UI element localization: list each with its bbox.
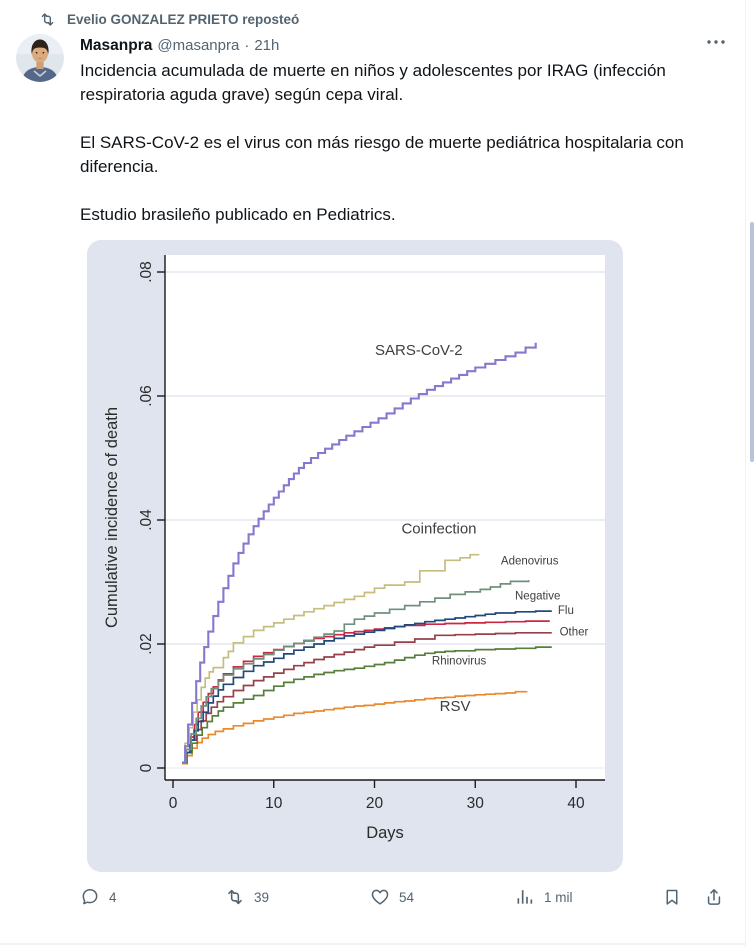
avatar-column	[16, 34, 64, 907]
y-tick-label: .06	[138, 385, 155, 407]
cumulative-incidence-chart	[87, 240, 623, 872]
series-label-sars-cov-2: SARS-CoV-2	[375, 342, 463, 360]
tweet-text	[80, 59, 718, 227]
series-label-flu: Flu	[557, 605, 574, 618]
tweet-head-row	[16, 34, 738, 907]
tweet-paragraph: El SARS-CoV-2 es el virus con más riesgo de muerte pediátrica hospitalaria con diferencia.	[80, 133, 684, 176]
repost-header[interactable]	[39, 9, 738, 29]
bookmark-icon[interactable]	[662, 887, 682, 907]
author-handle[interactable]: @masanpra	[157, 37, 240, 54]
tweet-name-row	[80, 34, 738, 56]
scrollbar-thumb[interactable]	[750, 222, 754, 462]
heart-icon	[370, 887, 390, 907]
repost-count: 39	[254, 889, 270, 905]
tweet-divider	[0, 943, 745, 945]
like-button[interactable]	[370, 887, 515, 907]
y-axis-title: Cumulative incidence of death	[103, 406, 121, 629]
plot-area	[165, 255, 605, 780]
timestamp[interactable]: 21h	[254, 37, 280, 54]
repost-icon	[225, 887, 245, 907]
tweet-paragraph: Incidencia acumulada de muerte en niños y adolescentes por IRAG (infección respiratoria aguda grave) según cepa viral.	[80, 61, 666, 104]
views-button[interactable]	[515, 887, 660, 907]
repost-button[interactable]	[225, 887, 370, 907]
series-label-coinfection: Coinfection	[401, 520, 477, 538]
series-label-adenovirus: Adenovirus	[500, 555, 559, 568]
views-count: 1 mil	[544, 889, 573, 905]
share-icon[interactable]	[704, 887, 724, 907]
timeline-column-border	[745, 0, 746, 948]
x-axis-title: Days	[366, 824, 404, 842]
y-tick-label: .04	[138, 509, 155, 531]
series-label-rsv: RSV	[439, 698, 471, 715]
meta-separator: ·	[244, 37, 250, 54]
y-tick-label: .02	[138, 633, 155, 655]
series-label-other: Other	[559, 626, 589, 639]
x-tick-label: 0	[168, 795, 178, 812]
y-tick-label: .08	[138, 261, 155, 283]
reply-icon	[80, 887, 100, 907]
repost-header-text: Evelio GONZALEZ PRIETO reposteó	[67, 11, 300, 27]
action-bar-right	[662, 887, 730, 907]
views-bar-chart-icon	[515, 887, 535, 907]
tweet-content-column	[80, 34, 738, 907]
like-count: 54	[399, 889, 415, 905]
reply-count: 4	[109, 889, 117, 905]
tweet-paragraph: Estudio brasileño publicado en Pediatrics.	[80, 205, 396, 224]
x-tick-label: 10	[265, 795, 283, 812]
chart-image[interactable]	[87, 240, 623, 872]
reply-button[interactable]	[80, 887, 225, 907]
x-tick-label: 40	[567, 795, 585, 812]
series-label-rhinovirus: Rhinovirus	[431, 655, 487, 668]
x-tick-label: 20	[365, 795, 384, 812]
author-name[interactable]: Masanpra	[80, 37, 153, 54]
avatar[interactable]	[16, 34, 64, 82]
tweet-action-bar	[80, 887, 730, 907]
x-tick-label: 30	[466, 795, 484, 812]
y-tick-label: 0	[138, 763, 155, 773]
ellipsis-icon	[706, 34, 726, 50]
repost-icon	[39, 11, 56, 28]
series-label-negative: Negative	[515, 590, 561, 603]
more-options-button[interactable]	[706, 34, 726, 51]
